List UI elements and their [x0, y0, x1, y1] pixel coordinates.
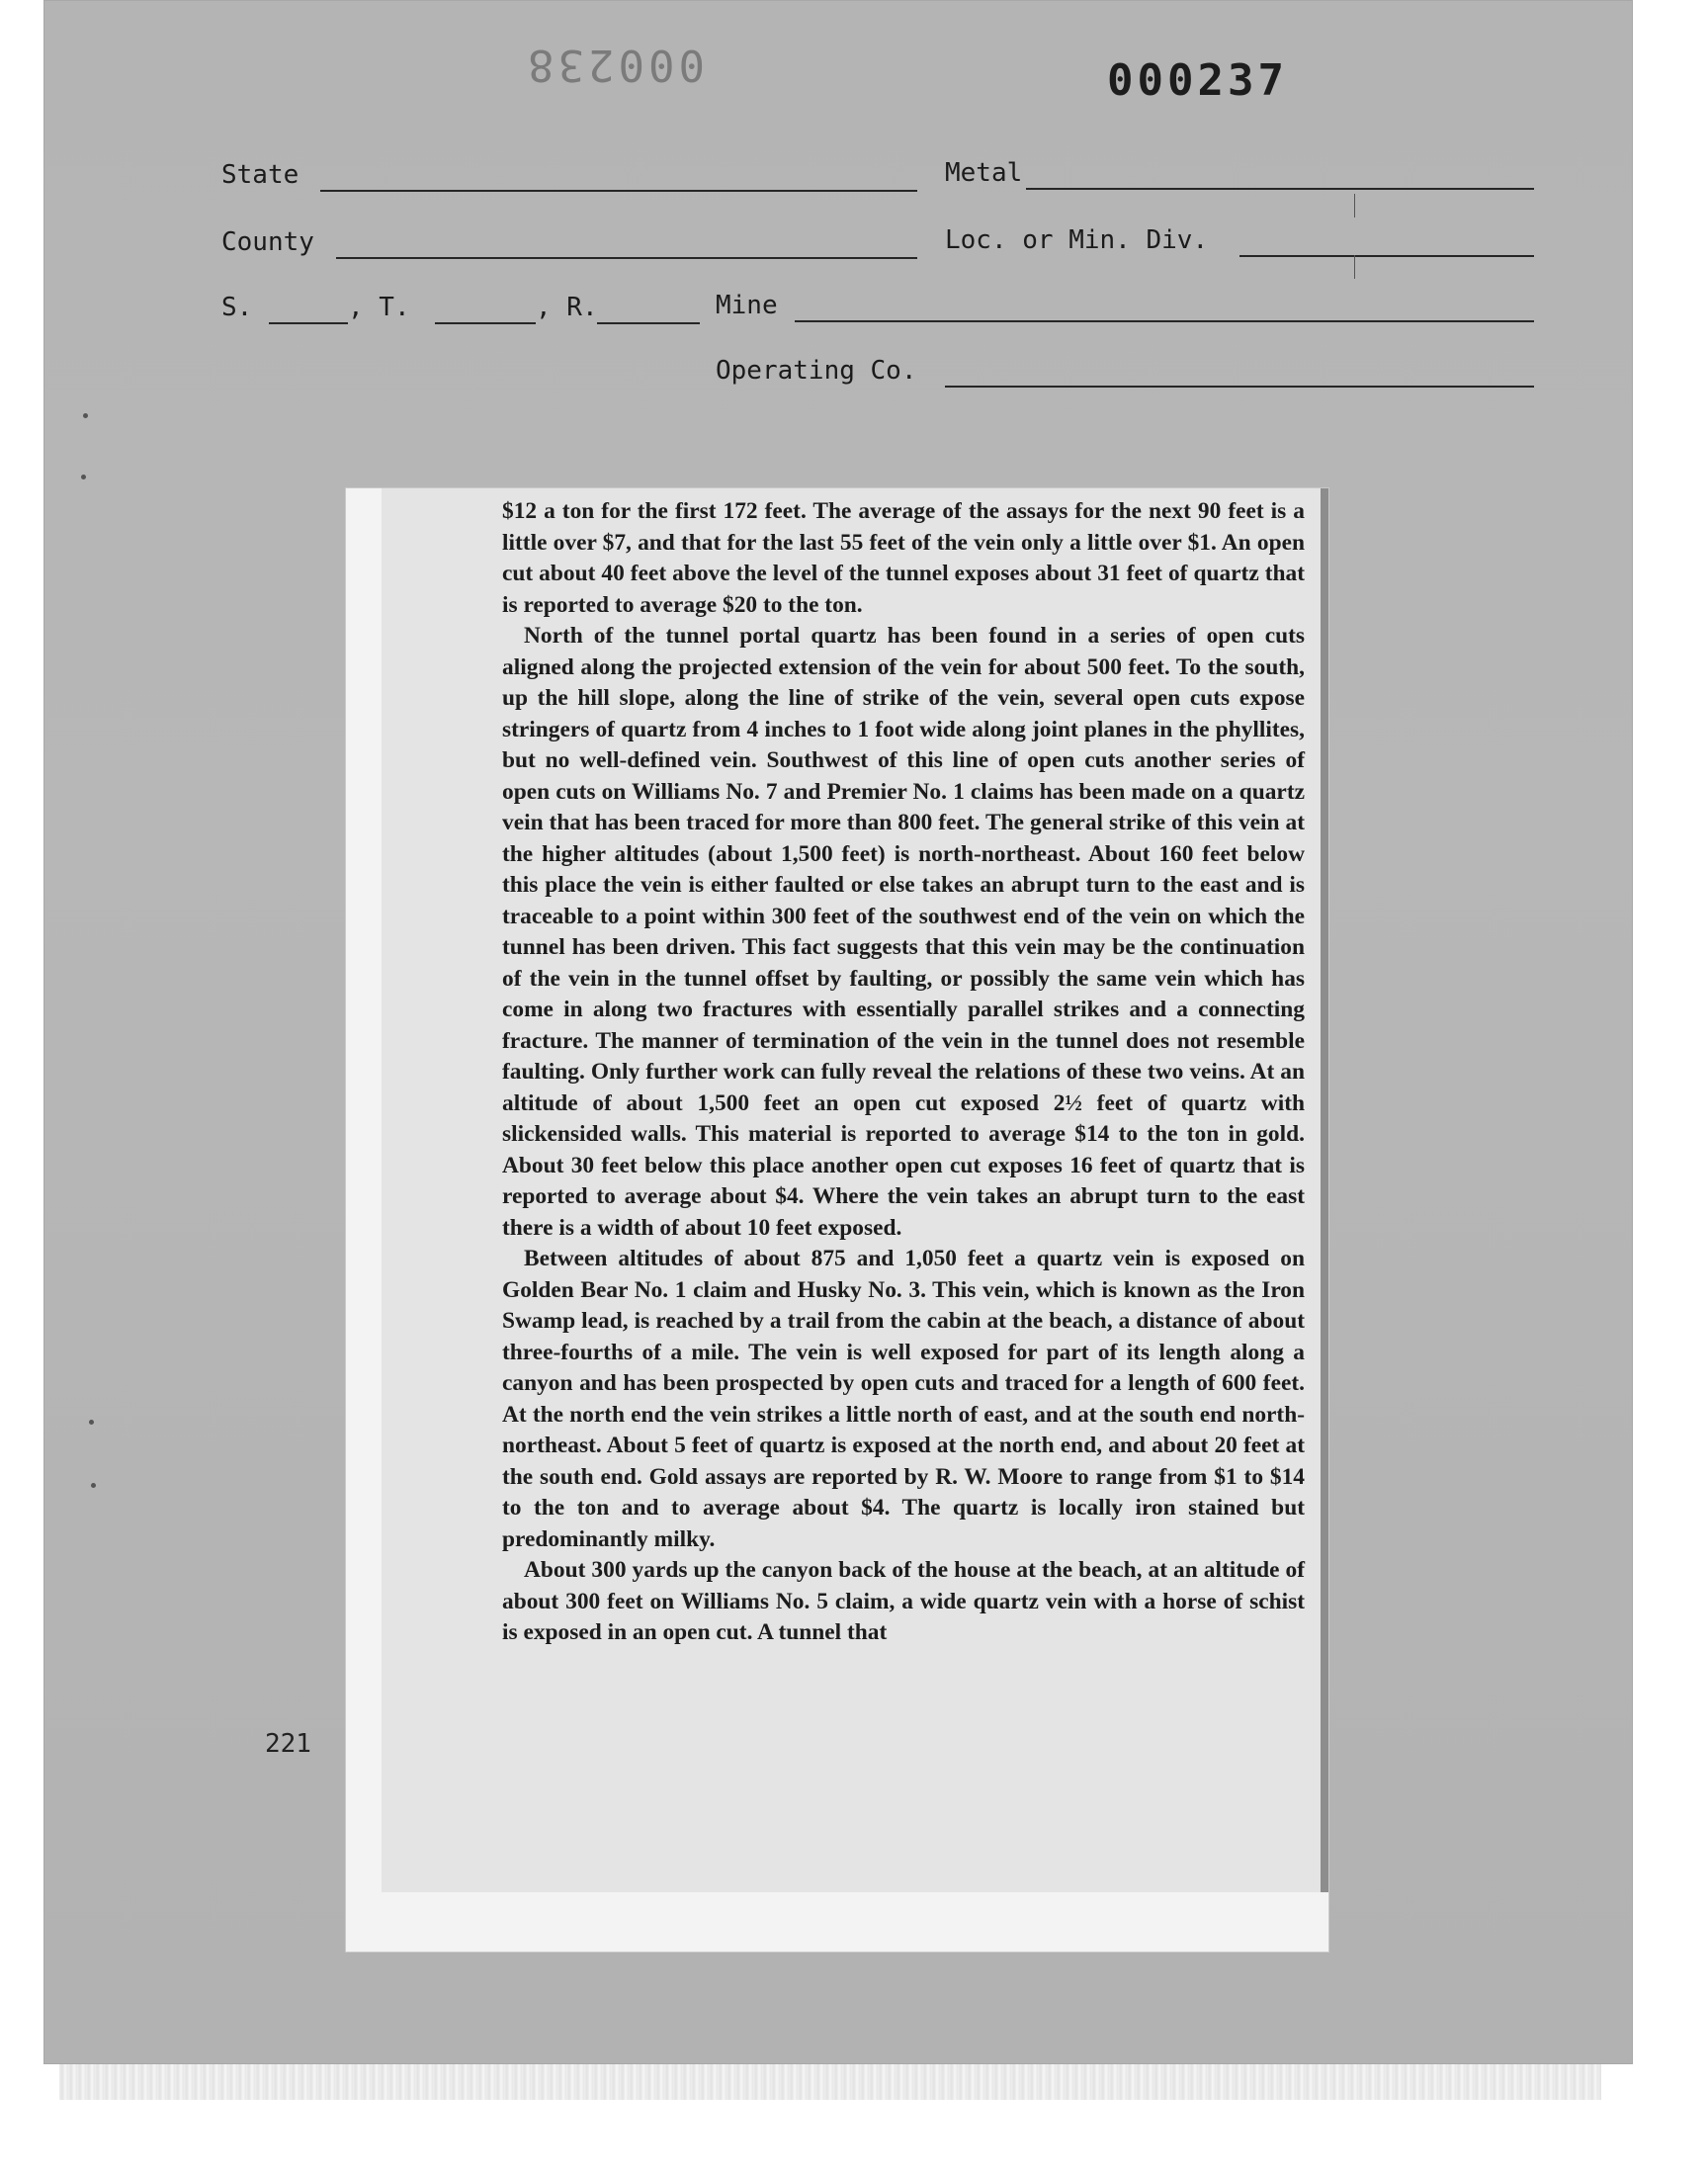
record-number: 000237 [1107, 55, 1288, 106]
section-label: S. [221, 293, 253, 322]
operating-co-label: Operating Co. [716, 356, 917, 386]
margin-tick [1354, 255, 1355, 279]
metal-field-line [1026, 188, 1534, 190]
scan-bottom-strip [59, 2064, 1601, 2100]
scan-speck [83, 413, 88, 418]
state-label: State [221, 160, 299, 190]
paragraph: $12 a ton for the first 172 feet. The average of the assays for the next 90 feet is a little over $7, and that for the last 55 feet of the vein only a little over $1. An open cut about 40 feet above the level of the tunnel exposes about 31 feet of quartz that is reported to average $20 to the ton. [502, 498, 1305, 618]
paragraph: North of the tunnel portal quartz has been found in a series of open cuts aligned along the projected extension of the vein for about 500 feet. To the south, up the hill slope, along the line of strike of the vein, several open cuts expose stringers of quartz from 4 inches to 1 foot wide along joint planes in the phyllites, but no well-defined vein. Southwest of this line of open cuts another series of open cuts on Williams No. 7 and Premier No. 1 claims has been made on a quartz vein that has been traced for more than 800 feet. The general strike of this vein at the higher altitudes (about 1,500 feet) is north-northeast. About 160 feet below this place the vein is either faulted or else takes an abrupt turn to the east and is traceable to a point within 300 feet of the southwest end of the vein on which the tunnel has been driven. This fact suggests that this vein may be the continuation of the vein in the tunnel offset by faulting, or possibly the same vein which has come in along two fractures with essentially parallel strikes and a connecting fracture. The manner of termination of the vein in the tunnel does not resemble faulting. Only further work can fully reveal the relations of these two veins. At an altitude of about 1,500 feet an open cut exposed 2½ feet of quartz with slickensided walls. This material is reported to average $14 to the ton in gold. About 30 feet below this place another open cut exposes 16 feet of quartz that is reported to average about $4. Where the vein takes an abrupt turn to the east there is a width of about 10 feet exposed. [502, 623, 1305, 1241]
range-field-line [597, 322, 700, 324]
clipping-shadow-edge [1321, 488, 1328, 1892]
scan-speck [91, 1483, 96, 1488]
operating-co-field-line [945, 386, 1534, 388]
mine-label: Mine [716, 291, 778, 320]
mirrored-record-number: 000238 [524, 40, 705, 90]
metal-label: Metal [945, 158, 1023, 188]
loc-field-line [1239, 255, 1534, 257]
county-label: County [221, 227, 314, 257]
township-label: , T. [348, 293, 410, 322]
range-label: , R. [536, 293, 598, 322]
loc-label: Loc. or Min. Div. [945, 225, 1209, 255]
text-clipping [346, 488, 1328, 1952]
scan-speck [81, 475, 86, 479]
township-field-line [435, 322, 536, 324]
clipping-body [502, 496, 1305, 1649]
paragraph: About 300 yards up the canyon back of the house at the beach, at an altitude of about 300 feet on Williams No. 5 claim, a wide quartz vein with a horse of schist is exposed in an open cut. A tunnel that [502, 1557, 1305, 1645]
scan-speck [89, 1420, 94, 1425]
page-number: 221 [265, 1729, 311, 1759]
section-field-line [269, 322, 348, 324]
county-field-line [336, 257, 917, 259]
margin-tick [1354, 194, 1355, 218]
mine-field-line [795, 320, 1534, 322]
paragraph: Between altitudes of about 875 and 1,050 feet a quartz vein is exposed on Golden Bear No. 1 claim and Husky No. 3. This vein, which is known as the Iron Swamp lead, is reached by a trail from the cabin at the beach, a distance of about three-fourths of a mile. The vein is well exposed for part of its length along a canyon and has been prospected by open cuts and traced for a length of 600 feet. At the north end the vein strikes a little north of east, and at the south end north-northeast. About 5 feet of quartz is exposed at the north end, and about 20 feet at the south end. Gold assays are reported by R. W. Moore to range from $1 to $14 to the ton and to average about $4. The quartz is locally iron stained but predominantly milky. [502, 1246, 1305, 1552]
state-field-line [320, 190, 917, 192]
